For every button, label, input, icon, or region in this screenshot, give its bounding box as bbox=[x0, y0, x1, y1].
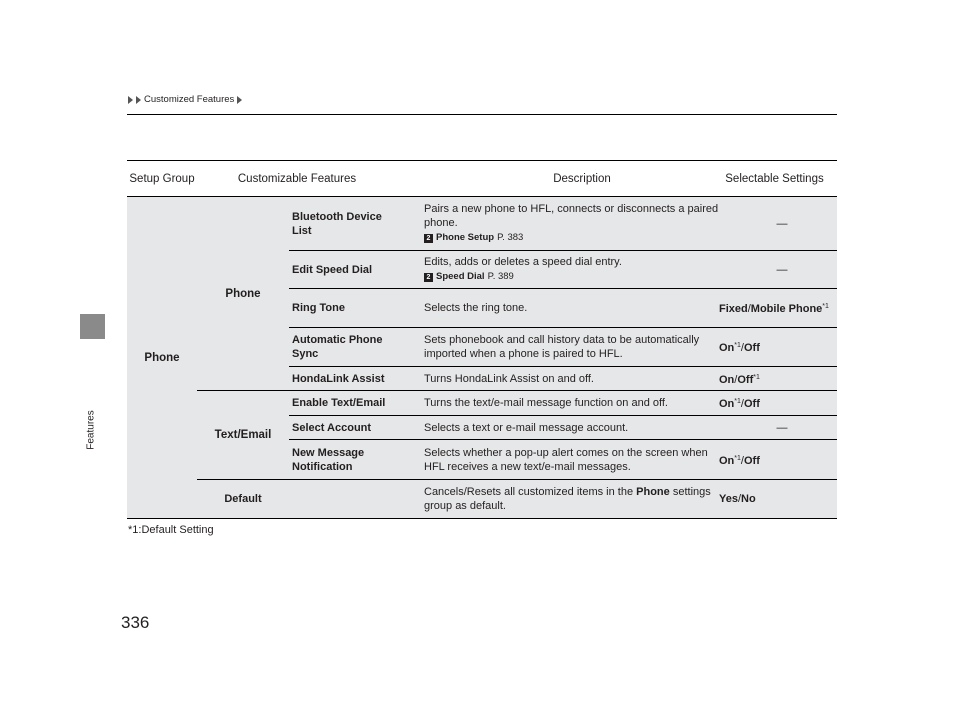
breadcrumb bbox=[128, 94, 242, 105]
feature-name: Automatic Phone Sync bbox=[292, 334, 383, 360]
feature-description: Selects the ring tone. bbox=[424, 302, 528, 314]
table-row bbox=[289, 328, 837, 367]
subgroup-text-email: Text/Email bbox=[214, 429, 272, 441]
feature-description: Sets phonebook and call history data to be automatically imported when a phone is paired to HFL. bbox=[424, 334, 700, 360]
section-tab-marker bbox=[80, 314, 105, 339]
selectable-settings: — bbox=[776, 421, 788, 434]
table-row bbox=[289, 197, 837, 251]
table-row bbox=[289, 416, 837, 440]
triangle-right-icon bbox=[128, 96, 133, 104]
selectable-settings: On/Off$^{*1}$ bbox=[719, 373, 760, 386]
arrow-ref-icon: 2 bbox=[424, 273, 433, 282]
selectable-settings: — bbox=[776, 217, 788, 230]
page-reference: 2 Speed Dial P. 389 bbox=[424, 270, 724, 284]
subgroup-phone: Phone bbox=[225, 287, 261, 300]
selectable-settings: — bbox=[776, 263, 788, 276]
header-selectable-settings: Selectable Settings bbox=[725, 172, 824, 185]
feature-description: Pairs a new phone to HFL, connects or disconnects a paired phone. 2 Phone Setup P. 383 bbox=[424, 197, 724, 250]
selectable-settings: Fixed/Mobile Phone$^{*1}$ bbox=[719, 303, 829, 315]
triangle-right-icon bbox=[237, 96, 242, 104]
section-side-label: Features bbox=[85, 410, 97, 450]
header-customizable-features: Customizable Features bbox=[237, 172, 357, 185]
feature-description: Edits, adds or deletes a speed dial entry. 2 Speed Dial P. 389 bbox=[424, 251, 724, 288]
selectable-settings: Yes/No bbox=[719, 493, 756, 505]
table-row bbox=[289, 391, 837, 416]
table-row bbox=[289, 289, 837, 328]
arrow-ref-icon: 2 bbox=[424, 234, 433, 243]
footnote: *1:Default Setting bbox=[128, 524, 214, 536]
header-rule bbox=[127, 114, 837, 115]
table-row bbox=[289, 251, 837, 289]
table-row bbox=[289, 440, 837, 479]
feature-description: Cancels/Resets all customized items in the Phone settings group as default. bbox=[424, 486, 711, 512]
selectable-settings: On$^{*1}$/Off bbox=[719, 398, 760, 410]
feature-name: New Message Notification bbox=[292, 446, 365, 473]
selectable-settings: On$^{*1}$/Off bbox=[719, 342, 760, 354]
feature-name: Default bbox=[224, 493, 262, 505]
feature-name: Ring Tone bbox=[292, 302, 345, 314]
feature-description: Turns the text/e-mail message function on and off. bbox=[424, 397, 668, 409]
table-row bbox=[197, 480, 837, 518]
triangle-right-icon bbox=[136, 96, 141, 104]
feature-name: Bluetooth Device List bbox=[292, 210, 382, 237]
page-number: 336 bbox=[121, 613, 150, 632]
feature-name: HondaLink Assist bbox=[292, 372, 385, 385]
header-description: Description bbox=[553, 172, 611, 185]
feature-description: Turns HondaLink Assist on and off. bbox=[424, 372, 594, 385]
feature-name: Enable Text/Email bbox=[292, 397, 386, 409]
header-setup-group: Setup Group bbox=[129, 172, 195, 185]
selectable-settings: On$^{*1}$/Off bbox=[719, 454, 760, 467]
table-header bbox=[127, 160, 837, 197]
feature-description: Selects whether a pop-up alert comes on the screen when HFL receives a new text/e-mail messages. bbox=[424, 446, 708, 473]
feature-name: Edit Speed Dial bbox=[292, 263, 373, 276]
settings-table bbox=[127, 160, 837, 519]
feature-name: Select Account bbox=[292, 421, 372, 434]
group-cell: Phone bbox=[144, 351, 180, 364]
breadcrumb-label: Customized Features bbox=[144, 94, 235, 105]
table-body bbox=[127, 197, 837, 519]
feature-description: Selects a text or e-mail message account. bbox=[424, 421, 629, 434]
page-reference: 2 Phone Setup P. 383 bbox=[424, 231, 724, 245]
table-row bbox=[289, 367, 837, 390]
